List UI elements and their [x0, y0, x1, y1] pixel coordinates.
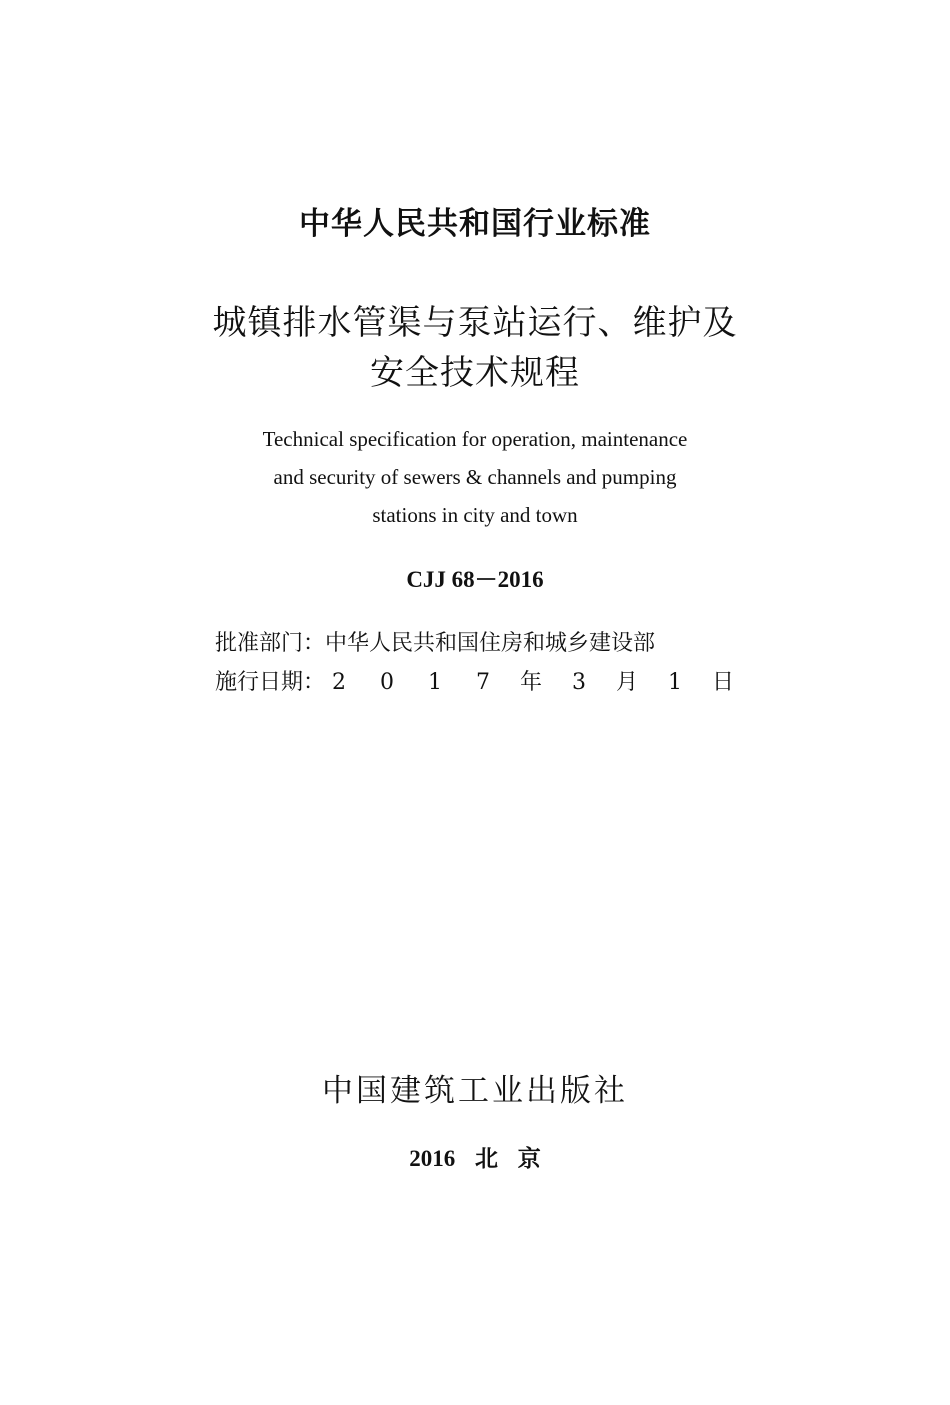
date-part: 日	[712, 670, 735, 695]
approval-value: 中华人民共和国住房和城乡建设部	[325, 631, 656, 656]
english-title	[0, 420, 950, 534]
standard-category: 中华人民共和国行业标准	[299, 206, 651, 242]
date-part: 1	[428, 670, 443, 695]
english-title-line-3: stations in city and town	[372, 503, 578, 527]
effective-label: 施行日期：	[215, 670, 326, 695]
approval-label: 批准部门：	[215, 631, 326, 656]
english-title-line-1: Technical specification for operation, maintenance	[262, 427, 688, 451]
date-part: 3	[572, 670, 587, 695]
publisher-name: 中国建筑工业出版社	[322, 1073, 628, 1109]
date-part: 年	[520, 670, 543, 695]
date-part: 月	[616, 670, 639, 695]
standard-code: CJJ 68－2016	[406, 567, 544, 592]
chinese-title-line-1: 城镇排水管渠与泵站运行、维护及	[212, 303, 738, 343]
date-part: 0	[380, 670, 395, 695]
english-title-line-2: and security of sewers & channels and pumping	[273, 465, 677, 489]
chinese-title-line-2: 安全技术规程	[370, 353, 580, 393]
date-part: 1	[668, 670, 683, 695]
publish-year-place: 2016 北 京	[409, 1146, 541, 1171]
approval-department	[215, 626, 655, 657]
date-part: 7	[476, 670, 491, 695]
effective-date	[215, 665, 757, 696]
chinese-title	[0, 298, 950, 398]
date-part: 2	[332, 670, 347, 695]
